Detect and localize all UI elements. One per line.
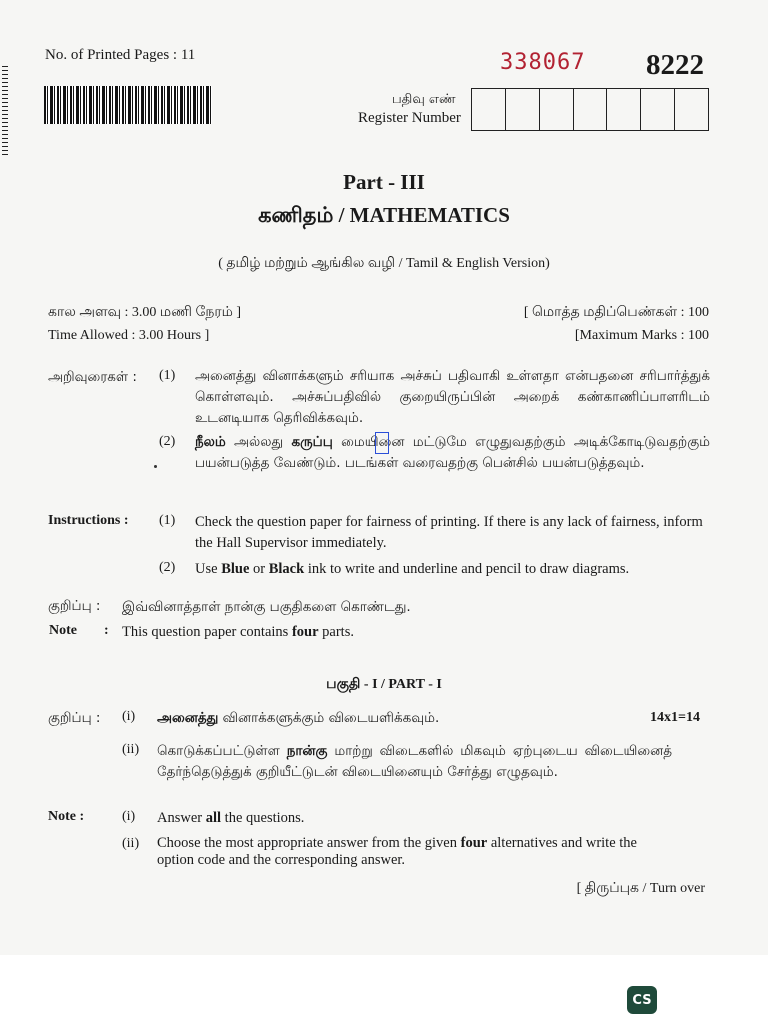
register-label-english: Register Number (358, 110, 461, 126)
register-digit-box[interactable] (472, 89, 506, 130)
instruction-tamil-1: அனைத்து வினாக்களும் சரியாக அச்சுப் பதிவாகி உள்ளதா என்பதனை சரிபார்த்துக் கொள்ளவும். அச்சுப்பதிவில் குறையிருப்பின் அறைக் கண்காணிப்பாளரிடம் உடனடியாக தெரிவிக்கவும். (195, 368, 710, 426)
instruction-english-1: Check the question paper for fairness of printing. If there is any lack of fairness, inform the Hall Supervisor immediately. (195, 514, 703, 551)
part-note-label-tamil: குறிப்பு : (48, 710, 101, 726)
part-note-english-1: Answer all the questions. (157, 810, 305, 826)
part-note-label-english: Note : (48, 809, 85, 824)
blue-ink-word: நீலம் (195, 434, 226, 450)
printed-pages: No. of Printed Pages : 11 (45, 47, 196, 63)
instructions-label-tamil: அறிவுரைகள் : (48, 369, 137, 385)
scanner-app-badge[interactable]: CS (627, 986, 657, 1014)
instruction-number: (1) (159, 368, 176, 383)
instructions-label-english: Instructions : (48, 513, 129, 528)
time-allowed-tamil: கால அளவு : 3.00 மணி நேரம் ] (48, 305, 242, 320)
part-title: Part - III (343, 170, 425, 194)
note-text-tamil: இவ்வினாத்தாள் நான்கு பகுதிகளை கொண்டது. (122, 599, 411, 615)
note-colon: : (104, 623, 109, 638)
medium-version: ( தமிழ் மற்றும் ஆங்கில வழி / Tamil & English Version) (218, 256, 550, 271)
subject-title: கணிதம் / MATHEMATICS (258, 203, 510, 227)
black-ink-word: கருப்பு (291, 434, 333, 450)
part-note-tamil-2: கொடுக்கப்பட்டுள்ள நான்கு மாற்று விடைகளில் மிகவும் ஏற்புடைய விடையினைத் தேர்ந்தெடுத்துக் குறியீட்டுடன் விடையினையும் சேர்த்து எழுதவும். (157, 743, 672, 780)
instruction-number: (2) (159, 560, 176, 575)
register-digit-box[interactable] (540, 89, 574, 130)
note-label-english: Note (49, 623, 77, 638)
barcode (44, 86, 212, 124)
note-item-number: (ii) (122, 836, 140, 851)
instruction-number: (2) (159, 434, 176, 449)
instruction-english-2: Use Blue or Black ink to write and underline and pencil to draw diagrams. (195, 561, 630, 577)
register-digit-box[interactable] (574, 89, 608, 130)
register-number-boxes[interactable] (471, 88, 709, 131)
note-item-number: (i) (122, 809, 136, 824)
note-label-tamil: குறிப்பு : (48, 598, 101, 614)
serial-number: 338067 (500, 50, 586, 75)
part-note-english-2: Choose the most appropriate answer from the given four alternatives and write the option code and the corresponding answer. (157, 835, 637, 868)
instruction-number: (1) (159, 513, 176, 528)
edge-marks (2, 66, 8, 156)
note-text-english: This question paper contains four parts. (122, 624, 354, 640)
part-note-tamil-1: அனைத்து வினாக்களுக்கும் விடையளிக்கவும். (157, 710, 440, 726)
register-digit-box[interactable] (506, 89, 540, 130)
note-item-number: (i) (122, 709, 136, 724)
register-digit-box[interactable] (675, 89, 708, 130)
part-one-heading: பகுதி - I / PART - I (326, 677, 442, 692)
turn-over-note: [ திருப்புக / Turn over (576, 881, 705, 896)
note-item-number: (ii) (122, 742, 140, 757)
register-label-tamil: பதிவு எண் (392, 92, 456, 107)
time-allowed-english: Time Allowed : 3.00 Hours ] (48, 328, 210, 343)
max-marks-english: [Maximum Marks : 100 (574, 328, 709, 343)
instruction-tamil-2: நீலம் அல்லது கருப்பு மையினை மட்டுமே எழுதுவதற்கும் அடிக்கோடிடுவதற்கும் பயன்படுத்த வேண்டும். படங்கள் வரைவதற்கு பென்சில் பயன்படுத்தவும். (195, 434, 710, 471)
paper-code: 8222 (646, 49, 704, 81)
register-digit-box[interactable] (607, 89, 641, 130)
stray-dot (154, 465, 157, 468)
max-marks-tamil: [ மொத்த மதிப்பெண்கள் : 100 (523, 305, 709, 320)
register-digit-box[interactable] (641, 89, 675, 130)
annotation-box (375, 432, 389, 454)
part-one-marks: 14x1=14 (650, 710, 700, 725)
